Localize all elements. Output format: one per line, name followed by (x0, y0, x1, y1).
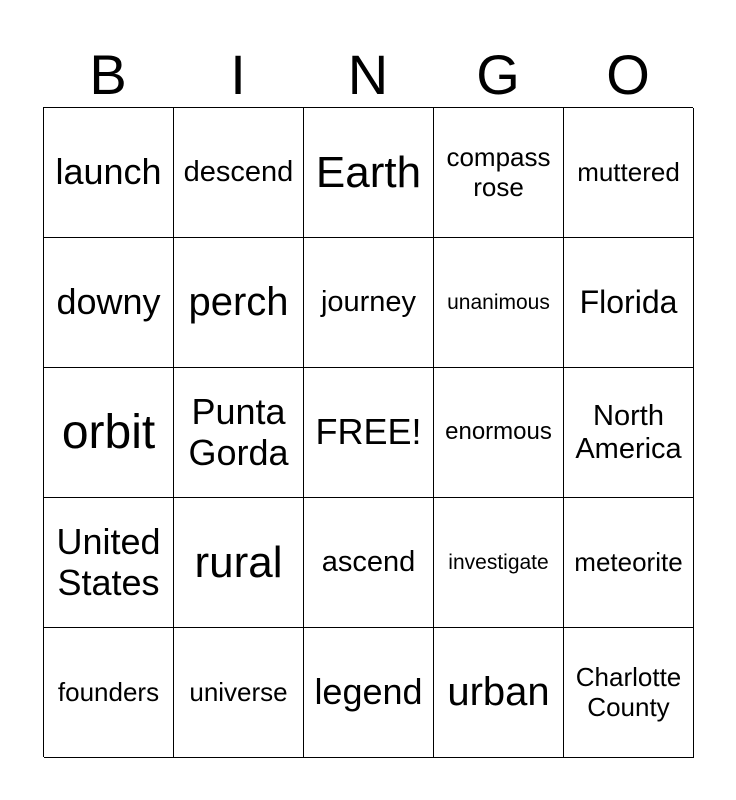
bingo-cell[interactable] (304, 498, 434, 628)
bingo-cell[interactable] (304, 238, 434, 368)
cell-word: compass rose (446, 142, 551, 202)
cell-word: enormous (445, 418, 552, 446)
cell-word: Florida (579, 283, 678, 320)
bingo-cell[interactable] (174, 108, 304, 238)
cell-word: North America (575, 400, 682, 465)
cell-word: investigate (448, 550, 549, 574)
bingo-cell[interactable] (434, 368, 564, 498)
bingo-cell[interactable] (174, 368, 304, 498)
cell-word: meteorite (574, 546, 683, 577)
bingo-cell[interactable] (304, 108, 434, 238)
bingo-cell[interactable] (564, 368, 694, 498)
cell-word: Punta Gorda (188, 391, 289, 473)
header-letter-n: N (347, 43, 389, 106)
bingo-cell[interactable] (434, 628, 564, 758)
bingo-cell[interactable] (44, 498, 174, 628)
bingo-cell[interactable] (434, 238, 564, 368)
bingo-cell[interactable] (44, 238, 174, 368)
bingo-cell[interactable] (44, 628, 174, 758)
bingo-cell[interactable] (304, 368, 434, 498)
header-letter-i: I (230, 43, 246, 106)
bingo-cell[interactable] (174, 628, 304, 758)
bingo-cell[interactable] (434, 108, 564, 238)
header-letter-b: B (89, 43, 127, 106)
bingo-cell[interactable] (564, 628, 694, 758)
bingo-cell[interactable] (44, 108, 174, 238)
bingo-header (43, 42, 693, 108)
cell-word: launch (55, 151, 162, 193)
bingo-cell[interactable] (304, 628, 434, 758)
cell-word: United States (56, 521, 161, 603)
bingo-cell[interactable] (564, 238, 694, 368)
cell-word: founders (57, 676, 160, 707)
cell-word: orbit (61, 405, 156, 459)
bingo-board (43, 107, 693, 757)
cell-word: journey (320, 286, 417, 319)
cell-word: legend (314, 671, 423, 713)
bingo-cell[interactable] (564, 498, 694, 628)
cell-word: Charlotte County (575, 662, 682, 722)
bingo-cell[interactable] (174, 498, 304, 628)
cell-word: FREE! (315, 411, 422, 453)
cell-word: muttered (577, 156, 680, 187)
cell-word: unanimous (447, 290, 550, 314)
bingo-cell[interactable] (44, 368, 174, 498)
bingo-cell[interactable] (174, 238, 304, 368)
cell-word: perch (188, 280, 289, 325)
cell-word: ascend (321, 546, 416, 579)
cell-word: Earth (315, 147, 422, 197)
cell-word: universe (189, 676, 288, 707)
bingo-cell[interactable] (434, 498, 564, 628)
cell-word: urban (447, 670, 550, 715)
cell-word: descend (183, 156, 294, 189)
header-letter-o: O (606, 43, 650, 106)
cell-word: rural (194, 537, 283, 587)
header-letter-g: G (476, 43, 520, 106)
cell-word: downy (56, 281, 161, 323)
bingo-cell[interactable] (564, 108, 694, 238)
